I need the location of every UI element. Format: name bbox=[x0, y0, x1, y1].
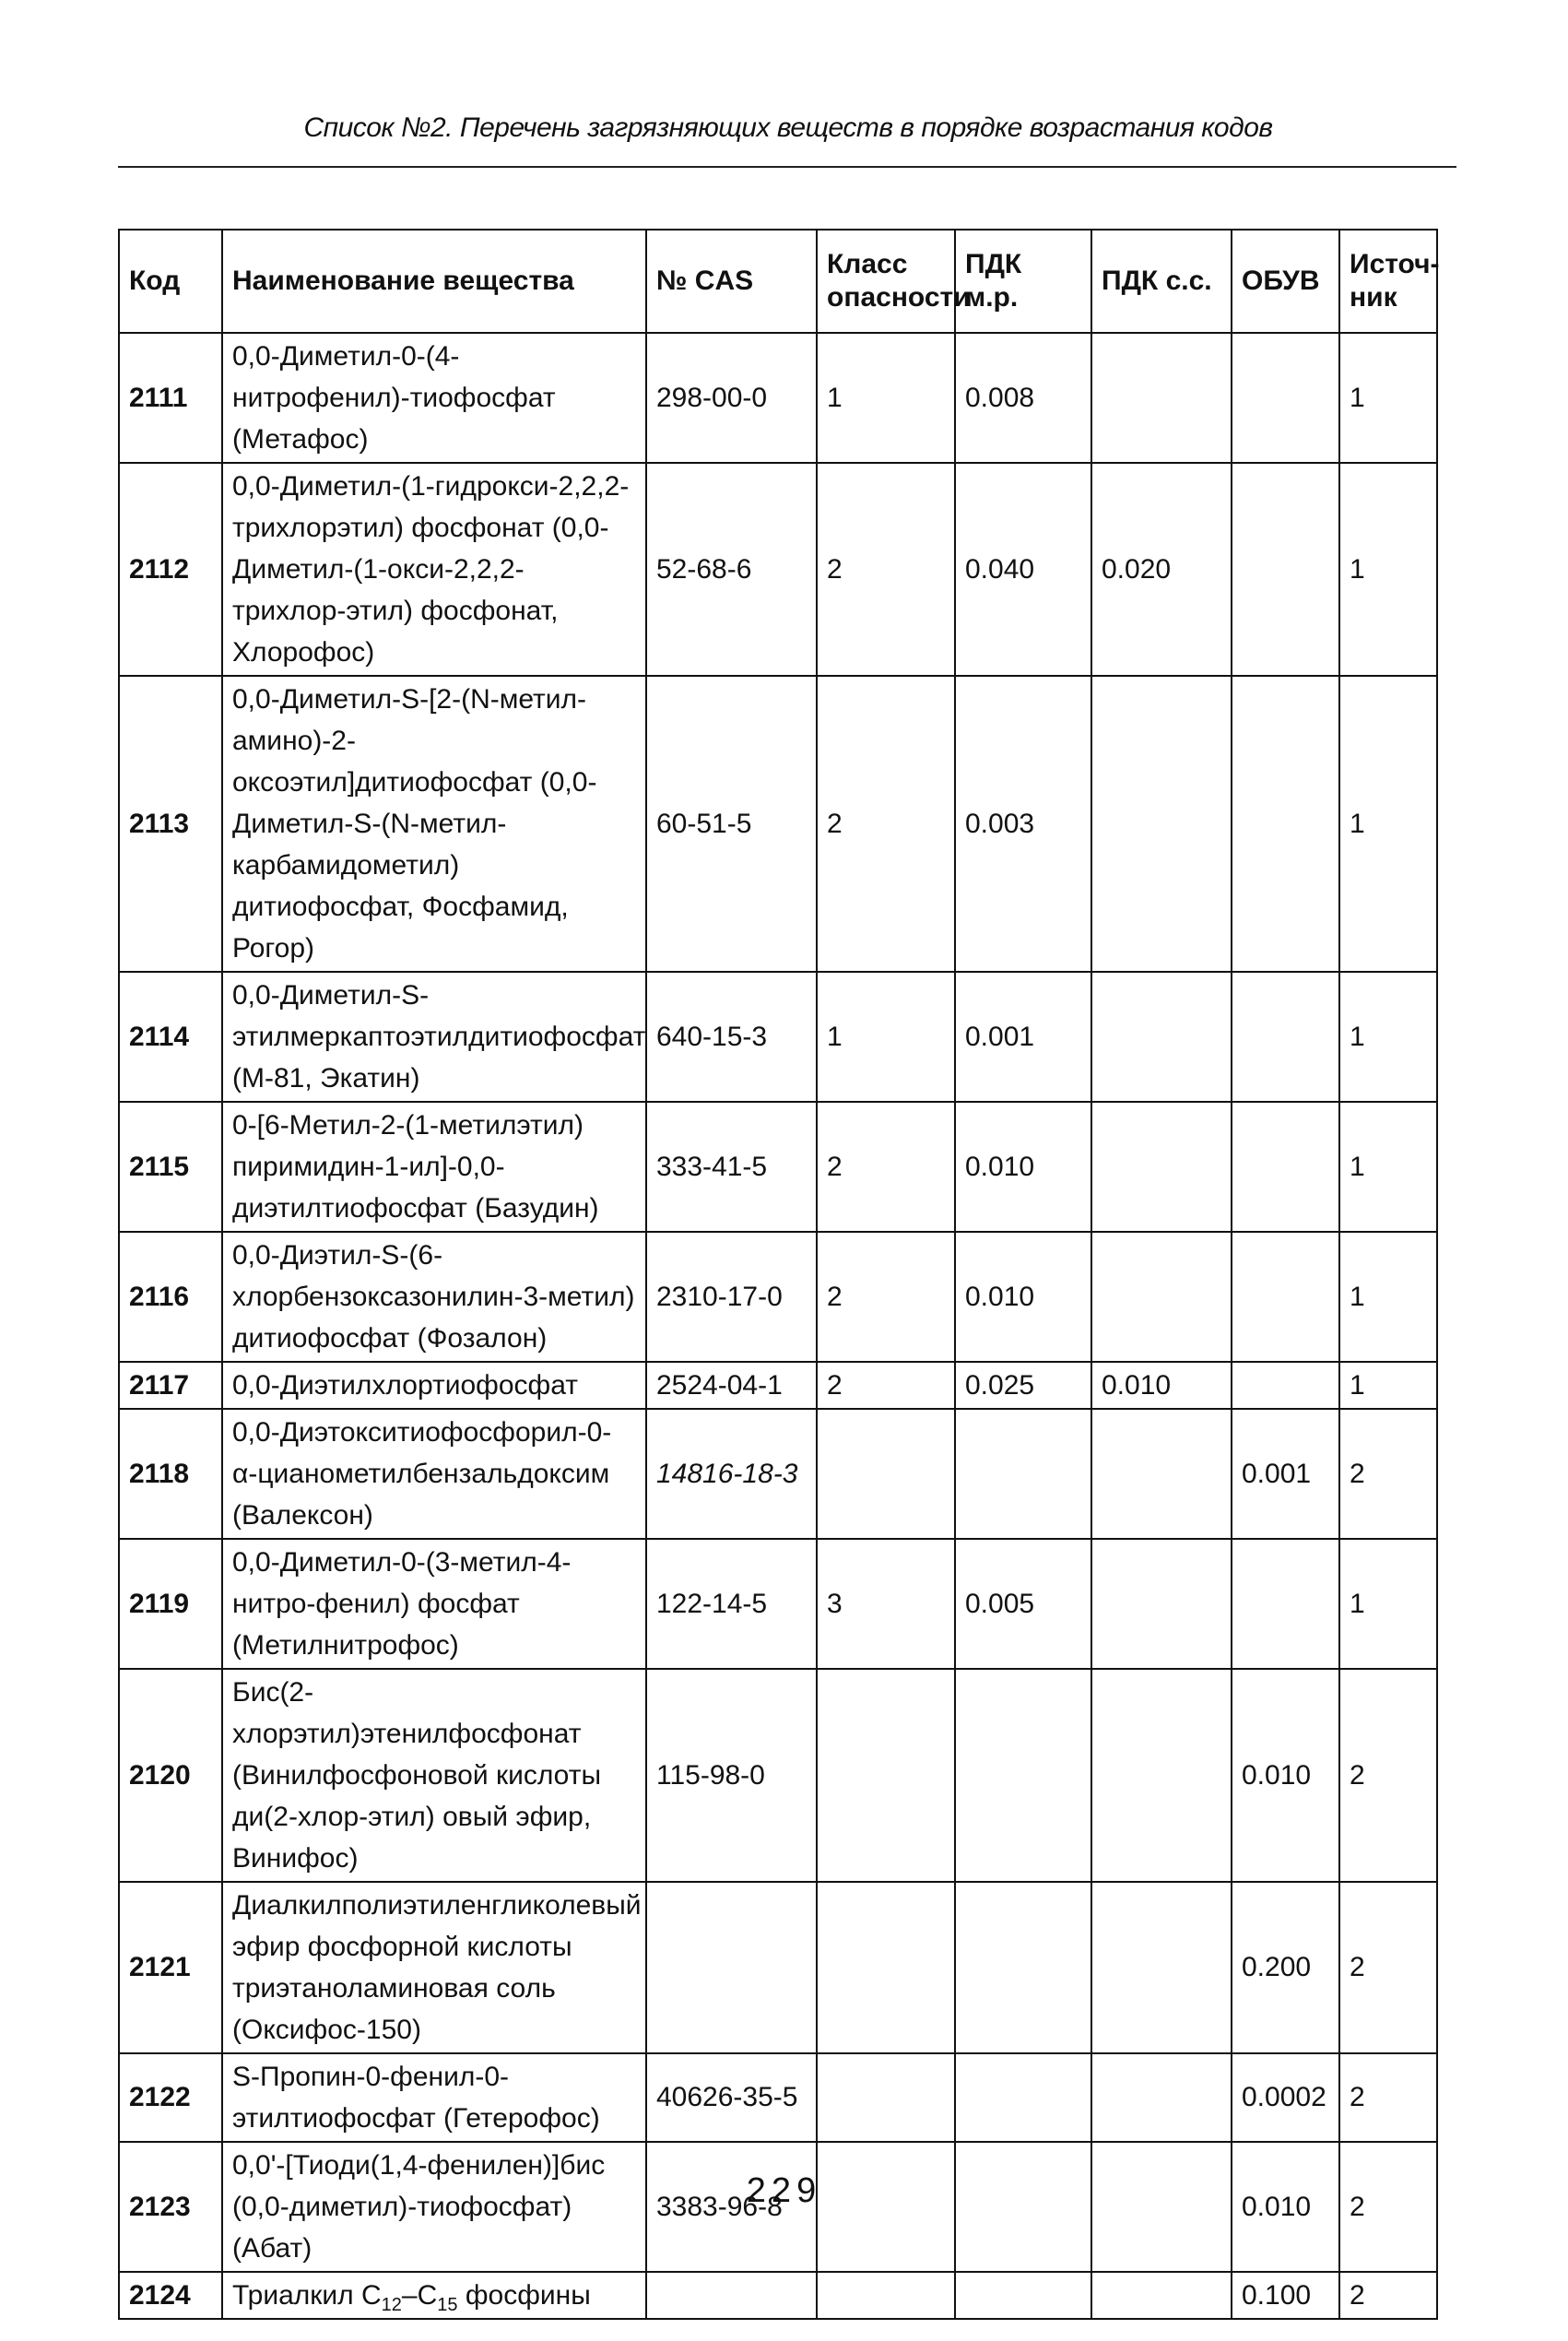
cell-pdk-mr: 0.008 bbox=[955, 333, 1091, 463]
cell-source: 1 bbox=[1339, 676, 1437, 972]
cell-hazard-class: 2 bbox=[817, 1232, 955, 1362]
cell-pdk-ss bbox=[1091, 333, 1232, 463]
table-row bbox=[119, 1669, 1437, 1882]
cell-hazard-class: 2 bbox=[817, 1102, 955, 1232]
table-row bbox=[119, 1232, 1437, 1362]
cell-name: 0,0-Диметил-S-этилмеркаптоэтилдитиофосфат (М-81, Экатин) bbox=[222, 972, 646, 1102]
cell-cas: 52-68-6 bbox=[646, 463, 817, 676]
cell-cas: 2524-04-1 bbox=[646, 1362, 817, 1409]
cell-source: 1 bbox=[1339, 1102, 1437, 1232]
cell-pdk-mr: 0.040 bbox=[955, 463, 1091, 676]
cell-obuv: 0.100 bbox=[1232, 2272, 1339, 2319]
col-header-hazard-class: Класс опасности bbox=[817, 230, 955, 333]
cell-cas: 3383-96-8 bbox=[646, 2142, 817, 2272]
cell-source: 2 bbox=[1339, 2142, 1437, 2272]
cell-obuv bbox=[1232, 1539, 1339, 1669]
cell-source: 2 bbox=[1339, 1409, 1437, 1539]
col-header-source: Источ-ник bbox=[1339, 230, 1437, 333]
cell-pdk-mr: 0.003 bbox=[955, 676, 1091, 972]
cell-obuv bbox=[1232, 1102, 1339, 1232]
cell-obuv bbox=[1232, 1232, 1339, 1362]
cell-pdk-mr: 0.010 bbox=[955, 1232, 1091, 1362]
running-header: Список №2. Перечень загрязняющих веществ в порядке возрастания кодов bbox=[303, 112, 1273, 143]
table-row bbox=[119, 1362, 1437, 1409]
header-rule bbox=[118, 166, 1456, 168]
cell-name: 0,0-Диэтилхлортиофосфат bbox=[222, 1362, 646, 1409]
cell-name: 0,0-Диметил-0-(3-метил-4-нитро-фенил) фосфат (Метилнитрофос) bbox=[222, 1539, 646, 1669]
cell-name: Диалкилполиэтиленгликолевый эфир фосфорной кислоты триэтаноламиновая соль (Оксифос-150) bbox=[222, 1882, 646, 2053]
cell-code: 2117 bbox=[119, 1362, 222, 1409]
cell-pdk-mr bbox=[955, 2053, 1091, 2142]
cell-code: 2116 bbox=[119, 1232, 222, 1362]
cell-pdk-mr bbox=[955, 1882, 1091, 2053]
cell-name: 0,0-Диметил-S-[2-(N-метил-амино)-2-оксоэтил]дитиофосфат (0,0-Диметил-S-(N-метил-карбамидометил) дитиофосфат, Фосфамид, Рогор) bbox=[222, 676, 646, 972]
cell-code: 2120 bbox=[119, 1669, 222, 1882]
cell-source: 2 bbox=[1339, 1669, 1437, 1882]
cell-pdk-ss bbox=[1091, 1882, 1232, 2053]
table-row bbox=[119, 1539, 1437, 1669]
cell-source: 2 bbox=[1339, 1882, 1437, 2053]
cell-name: 0,0-Диметил-(1-гидрокси-2,2,2-трихлорэтил) фосфонат (0,0-Диметил-(1-окси-2,2,2-трихлор-этил) фосфонат, Хлорофос) bbox=[222, 463, 646, 676]
cell-pdk-ss bbox=[1091, 1669, 1232, 1882]
cell-hazard-class bbox=[817, 1882, 955, 2053]
table-row bbox=[119, 676, 1437, 972]
name-subscript-15: 15 bbox=[437, 2295, 458, 2315]
cell-pdk-mr: 0.010 bbox=[955, 1102, 1091, 1232]
cell-source: 1 bbox=[1339, 972, 1437, 1102]
cell-hazard-class: 1 bbox=[817, 972, 955, 1102]
cell-cas: 2310-17-0 bbox=[646, 1232, 817, 1362]
name-suffix: фосфины bbox=[457, 2280, 591, 2311]
table-row bbox=[119, 1102, 1437, 1232]
cell-cas: 298-00-0 bbox=[646, 333, 817, 463]
cell-pdk-ss: 0.010 bbox=[1091, 1362, 1232, 1409]
cell-source: 1 bbox=[1339, 333, 1437, 463]
cell-obuv: 0.010 bbox=[1232, 1669, 1339, 1882]
col-header-pdk-mr: ПДК м.р. bbox=[955, 230, 1091, 333]
cell-cas: 115-98-0 bbox=[646, 1669, 817, 1882]
cell-obuv: 0.0002 bbox=[1232, 2053, 1339, 2142]
cell-pdk-mr bbox=[955, 1409, 1091, 1539]
col-header-code: Код bbox=[119, 230, 222, 333]
pollutants-table bbox=[118, 229, 1438, 2320]
cell-name: S-Пропин-0-фенил-0-этилтиофосфат (Гетерофос) bbox=[222, 2053, 646, 2142]
cell-obuv: 0.001 bbox=[1232, 1409, 1339, 1539]
cell-obuv bbox=[1232, 333, 1339, 463]
cell-hazard-class bbox=[817, 1409, 955, 1539]
cell-cas: 14816-18-3 bbox=[646, 1409, 817, 1539]
cell-name: 0,0-Диметил-0-(4-нитрофенил)-тиофосфат (Метафос) bbox=[222, 333, 646, 463]
col-header-name: Наименование вещества bbox=[222, 230, 646, 333]
cell-code: 2118 bbox=[119, 1409, 222, 1539]
cell-code: 2119 bbox=[119, 1539, 222, 1669]
cell-source: 1 bbox=[1339, 463, 1437, 676]
cell-pdk-ss bbox=[1091, 1409, 1232, 1539]
cell-pdk-mr: 0.001 bbox=[955, 972, 1091, 1102]
table-row bbox=[119, 2272, 1437, 2319]
cell-name: 0-[6-Метил-2-(1-метилэтил) пиримидин-1-ил]-0,0-диэтилтиофосфат (Базудин) bbox=[222, 1102, 646, 1232]
cell-source: 1 bbox=[1339, 1362, 1437, 1409]
cell-code: 2115 bbox=[119, 1102, 222, 1232]
cell-hazard-class: 2 bbox=[817, 1362, 955, 1409]
cell-pdk-mr: 0.025 bbox=[955, 1362, 1091, 1409]
col-header-obuv: ОБУВ bbox=[1232, 230, 1339, 333]
cell-hazard-class bbox=[817, 2272, 955, 2319]
cell-source: 1 bbox=[1339, 1539, 1437, 1669]
cell-obuv: 0.200 bbox=[1232, 1882, 1339, 2053]
table-row bbox=[119, 1409, 1437, 1539]
cell-pdk-ss bbox=[1091, 1102, 1232, 1232]
cell-hazard-class: 2 bbox=[817, 676, 955, 972]
cell-name bbox=[222, 2272, 646, 2319]
cell-code: 2122 bbox=[119, 2053, 222, 2142]
cell-obuv bbox=[1232, 676, 1339, 972]
cell-obuv bbox=[1232, 463, 1339, 676]
cell-cas: 640-15-3 bbox=[646, 972, 817, 1102]
cell-obuv bbox=[1232, 1362, 1339, 1409]
cell-code: 2113 bbox=[119, 676, 222, 972]
cell-cas: 122-14-5 bbox=[646, 1539, 817, 1669]
table-row bbox=[119, 972, 1437, 1102]
table-row bbox=[119, 1882, 1437, 2053]
table-row bbox=[119, 463, 1437, 676]
col-header-cas: № CAS bbox=[646, 230, 817, 333]
cell-code: 2114 bbox=[119, 972, 222, 1102]
cell-pdk-ss bbox=[1091, 1539, 1232, 1669]
cell-hazard-class: 3 bbox=[817, 1539, 955, 1669]
cell-hazard-class: 1 bbox=[817, 333, 955, 463]
cell-hazard-class bbox=[817, 2053, 955, 2142]
cell-pdk-ss bbox=[1091, 2272, 1232, 2319]
cell-code: 2111 bbox=[119, 333, 222, 463]
cell-obuv: 0.010 bbox=[1232, 2142, 1339, 2272]
cell-name: Бис(2-хлорэтил)этенилфосфонат (Винилфосфоновой кислоты ди(2-хлор-этил) овый эфир, Винифос) bbox=[222, 1669, 646, 1882]
cell-pdk-mr bbox=[955, 1669, 1091, 1882]
cell-pdk-ss bbox=[1091, 2053, 1232, 2142]
col-header-pdk-ss: ПДК с.с. bbox=[1091, 230, 1232, 333]
name-mid: –C bbox=[401, 2280, 438, 2311]
name-subscript-12: 12 bbox=[381, 2295, 402, 2315]
cell-name: 0,0-Диэтокситиофосфорил-0-α-цианометилбензальдоксим (Валексон) bbox=[222, 1409, 646, 1539]
cell-obuv bbox=[1232, 972, 1339, 1102]
table-header-row bbox=[119, 230, 1437, 333]
cell-pdk-ss bbox=[1091, 1232, 1232, 1362]
cell-pdk-ss: 0.020 bbox=[1091, 463, 1232, 676]
cell-code: 2121 bbox=[119, 1882, 222, 2053]
cell-hazard-class: 2 bbox=[817, 463, 955, 676]
cell-source: 1 bbox=[1339, 1232, 1437, 1362]
cell-pdk-ss bbox=[1091, 676, 1232, 972]
name-prefix: Триалкил C bbox=[232, 2280, 382, 2311]
cell-cas: 333-41-5 bbox=[646, 1102, 817, 1232]
table-row bbox=[119, 2053, 1437, 2142]
cell-cas: 40626-35-5 bbox=[646, 2053, 817, 2142]
cell-source: 2 bbox=[1339, 2053, 1437, 2142]
cell-name: 0,0-Диэтил-S-(6-хлорбензоксазонилин-3-метил) дитиофосфат (Фозалон) bbox=[222, 1232, 646, 1362]
cell-cas bbox=[646, 2272, 817, 2319]
cell-code: 2124 bbox=[119, 2272, 222, 2319]
cell-pdk-ss bbox=[1091, 972, 1232, 1102]
cell-pdk-mr: 0.005 bbox=[955, 1539, 1091, 1669]
cell-source: 2 bbox=[1339, 2272, 1437, 2319]
cell-cas: 60-51-5 bbox=[646, 676, 817, 972]
cell-name: 0,0'-[Тиоди(1,4-фенилен)]бис (0,0-диметил)-тиофосфат) (Абат) bbox=[222, 2142, 646, 2272]
cell-code: 2123 bbox=[119, 2142, 222, 2272]
cell-hazard-class bbox=[817, 1669, 955, 1882]
cell-cas bbox=[646, 1882, 817, 2053]
page-number: 229 bbox=[746, 2171, 822, 2210]
cell-pdk-mr bbox=[955, 2272, 1091, 2319]
table-row bbox=[119, 333, 1437, 463]
cell-code: 2112 bbox=[119, 463, 222, 676]
